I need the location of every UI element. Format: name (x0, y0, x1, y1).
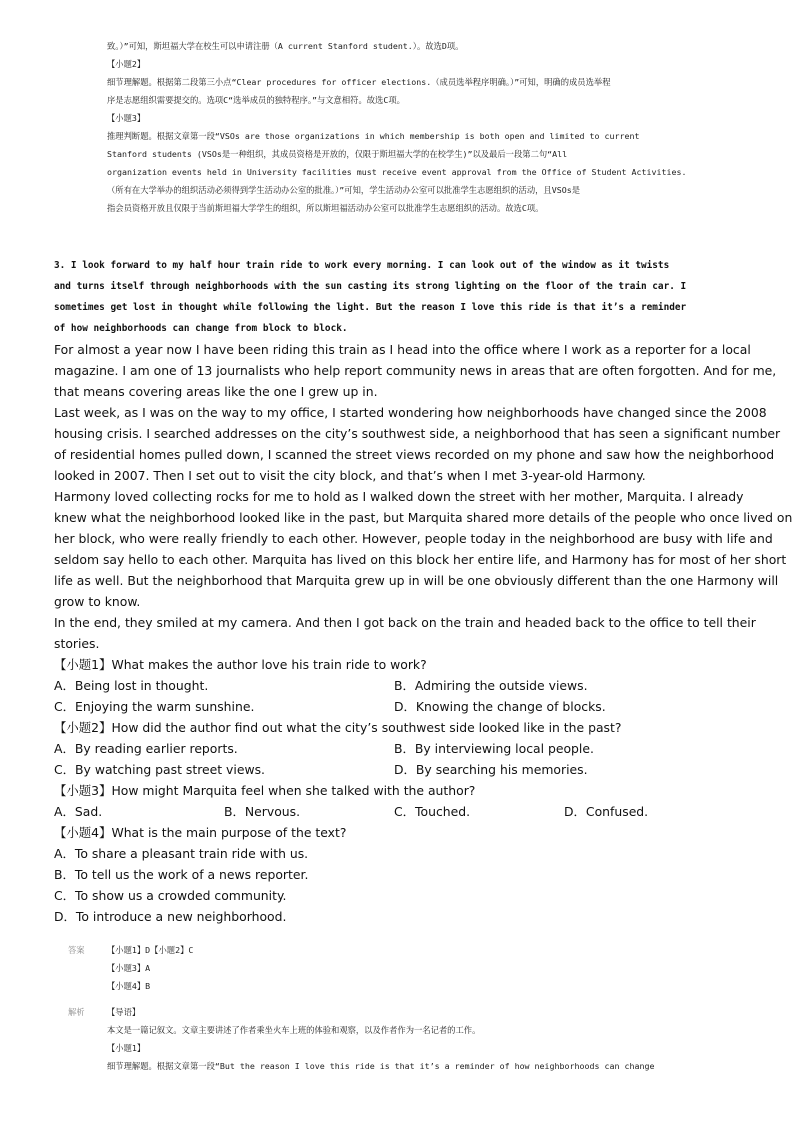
explanation-line: 细节理解题。根据第二段第三小点“Clear procedures for officer elections.（成员选举程序明确。）”可知，明确的成员选举程 (107, 77, 611, 87)
explanation-line: 序是志愿组织需要提交的。选项C“选举成员的独特程序。”与文意相符。故选C项。 (107, 95, 405, 105)
answer-line: 【小题1】D【小题2】C (107, 945, 194, 955)
analysis-line: 【小题1】 (107, 1043, 146, 1053)
question-4-stem: 【小题4】What is the main purpose of the text? (54, 825, 347, 840)
explanation-line: 【小题2】 (107, 59, 146, 69)
analysis-line: 本文是一篇记叙文。文章主要讲述了作者乘坐火车上班的体验和观察，以及作者作为一名记者的工作。 (107, 1025, 481, 1035)
question-3-option-d: D．Confused. (564, 804, 649, 819)
explanation-line: organization events held in University facilities must receive event approval from the Office of Student Activities. (107, 167, 687, 177)
question-1-option-a: A．Being lost in thought. (54, 678, 209, 693)
analysis-line: 细节理解题。根据文章第一段“But the reason I love this ride is that it’s a reminder of how neighborhoods can change (107, 1061, 655, 1071)
question-3-option-a: A．Sad. (54, 804, 103, 819)
question-1-option-c: C．Enjoying the warm sunshine. (54, 699, 255, 714)
question-4-option-b: B．To tell us the work of a news reporter. (54, 867, 309, 882)
question-3-stem: 【小题3】How might Marquita feel when she talked with the author? (54, 783, 476, 798)
explanation-line: Stanford students (VSOs是一种组织，其成员资格是开放的，仅限于斯坦福大学的在校学生)”以及最后一段第二句“All (107, 149, 568, 159)
answer-line: 【小题3】A (107, 963, 151, 973)
question-2-option-d: D．By searching his memories. (394, 762, 588, 777)
explanation-line: 指会员资格开放且仅限于当前斯坦福大学学生的组织，所以斯坦福活动办公室可以批准学生志愿组织的活动。故选C项。 (107, 203, 544, 213)
passage-line: grow to know. (54, 594, 141, 609)
passage-line: housing crisis. I searched addresses on the city’s southwest side, a neighborhood that has seen a significant number (54, 426, 781, 441)
passage-line: In the end, they smiled at my camera. And then I got back on the train and headed back to the office to tell their (54, 615, 756, 630)
passage-line: that means covering areas like the one I grew up in. (54, 384, 378, 399)
question-3-option-c: C．Touched. (394, 804, 471, 819)
passage-line: looked in 2007. Then I set out to visit the city block, and that’s when I met 3-year-old Harmony. (54, 468, 646, 483)
passage-intro-line: and turns itself through neighborhoods with the sun casting its strong lighting on the floor of the train car. I (54, 281, 687, 292)
explanation-line: 推理判断题。根据文章第一段“VSOs are those organizations in which membership is both open and limited to current (107, 131, 640, 141)
question-3-option-b: B．Nervous. (224, 804, 301, 819)
explanation-line: （所有在大学举办的组织活动必须得到学生活动办公室的批准。）”可知，学生活动办公室可以批准学生志愿组织的活动，且VSOs是 (107, 185, 581, 195)
passage-intro-line: sometimes get lost in thought while following the light. But the reason I love this ride is that it’s a reminder (54, 302, 687, 313)
passage-line: seldom say hello to each other. Marquita has lived on this block her entire life, and Harmony has for most of her short (54, 552, 787, 567)
analysis-line: 【导语】 (107, 1007, 141, 1017)
question-1-option-d: D．Knowing the change of blocks. (394, 699, 606, 714)
question-2-stem: 【小题2】How did the author find out what the city’s southwest side looked like in the past? (54, 720, 622, 735)
explanation-line: 致。）”可知，斯坦福大学在校生可以申请注册（A current Stanford student.）。故选D项。 (107, 41, 464, 51)
answer-label: 答案 (68, 945, 85, 955)
passage-intro-line: 3. I look forward to my half hour train ride to work every morning. I can look out of the window as it twists (54, 260, 670, 271)
passage-line: knew what the neighborhood looked like in the past, but Marquita shared more details of the people who once lived on (54, 510, 793, 525)
question-1-stem: 【小题1】What makes the author love his train ride to work? (54, 657, 427, 672)
passage-line: of residential homes pulled down, I scanned the street views recorded on my phone and saw how the neighborhood (54, 447, 775, 462)
question-4-option-a: A．To share a pleasant train ride with us. (54, 846, 309, 861)
passage-line: stories. (54, 636, 100, 651)
question-4-option-c: C．To show us a crowded community. (54, 888, 287, 903)
passage-line: her block, who were really friendly to each other. However, people today in the neighborhood are busy with life and (54, 531, 773, 546)
question-2-option-a: A．By reading earlier reports. (54, 741, 238, 756)
question-2-option-b: B．By interviewing local people. (394, 741, 594, 756)
passage-line: Last week, as I was on the way to my office, I started wondering how neighborhoods have changed since the 2008 (54, 405, 767, 420)
analysis-label: 解析 (68, 1007, 85, 1017)
question-4-option-d: D．To introduce a new neighborhood. (54, 909, 287, 924)
question-2-option-c: C．By watching past street views. (54, 762, 265, 777)
answer-line: 【小题4】B (107, 981, 151, 991)
passage-line: For almost a year now I have been riding this train as I head into the office where I work as a reporter for a local (54, 342, 751, 357)
passage-line: magazine. I am one of 13 journalists who help report community news in areas that are often forgotten. And for me, (54, 363, 777, 378)
explanation-line: 【小题3】 (107, 113, 146, 123)
passage-line: life as well. But the neighborhood that Marquita grew up in will be one obviously different than the one Harmony will (54, 573, 779, 588)
question-1-option-b: B．Admiring the outside views. (394, 678, 588, 693)
passage-line: Harmony loved collecting rocks for me to hold as I walked down the street with her mother, Marquita. I already (54, 489, 744, 504)
passage-intro-line: of how neighborhoods can change from block to block. (54, 323, 348, 334)
